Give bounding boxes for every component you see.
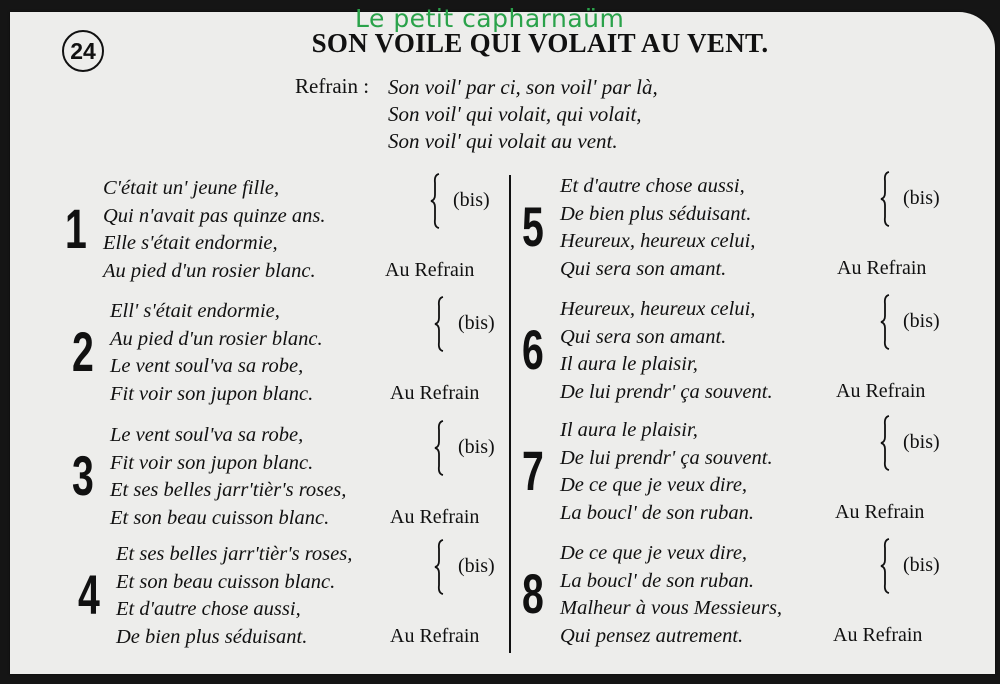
verse-number: 3 xyxy=(72,444,94,507)
verse-line: Et son beau cuisson blanc. xyxy=(110,506,330,529)
verse-number: 2 xyxy=(72,320,94,383)
brace-icon xyxy=(880,538,894,594)
bis-label: (bis) xyxy=(903,431,940,453)
verse-line: Ell' s'était endormie, xyxy=(110,300,280,322)
verse-line: Et d'autre chose aussi, xyxy=(116,598,301,620)
verse-line: Elle s'était endormie, xyxy=(103,232,278,254)
verse-line: Et d'autre chose aussi, xyxy=(560,175,745,197)
column-divider xyxy=(509,175,511,653)
verse-line: De lui prendr' ça souvent. xyxy=(560,380,773,403)
bis-label: (bis) xyxy=(458,312,495,334)
bis-label: (bis) xyxy=(903,310,940,332)
au-refrain-label: Au Refrain xyxy=(390,625,480,647)
brace-icon xyxy=(430,173,444,229)
au-refrain-label: Au Refrain xyxy=(836,380,926,402)
verse-lines xyxy=(116,541,416,651)
au-refrain-label: Au Refrain xyxy=(837,257,927,279)
bis-label: (bis) xyxy=(458,436,495,458)
watermark: Le petit capharnaüm xyxy=(355,4,625,33)
au-refrain-label: Au Refrain xyxy=(390,382,480,404)
verse-lines xyxy=(110,422,410,532)
verse-line: Il aura le plaisir, xyxy=(560,419,698,441)
refrain-line: Son voil' qui volait, qui volait, xyxy=(388,102,642,126)
verse-lines xyxy=(110,298,410,408)
brace-icon xyxy=(880,294,894,350)
verse-line: Il aura le plaisir, xyxy=(560,353,698,375)
verse-number: 7 xyxy=(522,439,544,502)
verse-lines xyxy=(560,540,860,650)
verse-line: Et son beau cuisson blanc. xyxy=(116,570,336,593)
verse-line: Heureux, heureux celui, xyxy=(560,298,756,320)
bis-label: (bis) xyxy=(458,555,495,577)
verse-line: Et ses belles jarr'tièr's roses, xyxy=(116,543,353,565)
refrain-label: Refrain : xyxy=(295,74,370,98)
refrain-line: Son voil' par ci, son voil' par là, xyxy=(388,75,658,99)
au-refrain-label: Au Refrain xyxy=(385,259,475,281)
verse-number: 8 xyxy=(522,562,544,625)
song-title: SON VOILE QUI VOLAIT AU VENT. xyxy=(311,28,769,58)
verse-line: Malheur à vous Messieurs, xyxy=(560,597,783,619)
verse-line: De ce que je veux dire, xyxy=(560,542,748,564)
verse-line: Au pied d'un rosier blanc. xyxy=(103,259,316,282)
bis-label: (bis) xyxy=(903,187,940,209)
verse-line: De bien plus séduisant. xyxy=(560,202,752,225)
verse-line: La boucl' de son ruban. xyxy=(560,501,755,524)
verse-line: Le vent soul'va sa robe, xyxy=(110,355,304,377)
refrain-lines xyxy=(388,74,808,155)
bis-label: (bis) xyxy=(453,189,490,211)
brace-icon xyxy=(434,420,448,476)
au-refrain-label: Au Refrain xyxy=(390,506,480,528)
verse-line: La boucl' de son ruban. xyxy=(560,569,755,592)
verse-line: Fit voir son jupon blanc. xyxy=(110,451,314,474)
brace-icon xyxy=(880,171,894,227)
verse-line: De ce que je veux dire, xyxy=(560,474,748,496)
verse-line: Qui sera son amant. xyxy=(560,325,727,348)
verse-line: De lui prendr' ça souvent. xyxy=(560,446,773,469)
brace-icon xyxy=(434,296,448,352)
song-number-badge: 24 xyxy=(62,30,104,72)
verse-line: Qui pensez autrement. xyxy=(560,624,744,647)
verse-line: Au pied d'un rosier blanc. xyxy=(110,327,323,350)
verse-lines xyxy=(560,296,860,406)
verse-number: 4 xyxy=(78,563,100,626)
verse-line: Qui sera son amant. xyxy=(560,257,727,280)
verse-line: Et ses belles jarr'tièr's roses, xyxy=(110,479,347,501)
verse-number: 1 xyxy=(65,197,87,260)
verse-line: Qui n'avait pas quinze ans. xyxy=(103,204,326,227)
refrain-line: Son voil' qui volait au vent. xyxy=(388,129,618,153)
verse-lines xyxy=(560,417,860,527)
bis-label: (bis) xyxy=(903,554,940,576)
verse-line: De bien plus séduisant. xyxy=(116,625,308,648)
verse-line: Fit voir son jupon blanc. xyxy=(110,382,314,405)
verse-lines xyxy=(560,173,860,283)
verse-number: 6 xyxy=(522,318,544,381)
song-card xyxy=(10,12,995,674)
verse-line: C'était un' jeune fille, xyxy=(103,177,280,199)
au-refrain-label: Au Refrain xyxy=(833,624,923,646)
verse-number: 5 xyxy=(522,195,544,258)
brace-icon xyxy=(880,415,894,471)
au-refrain-label: Au Refrain xyxy=(835,501,925,523)
brace-icon xyxy=(434,539,448,595)
verse-line: Heureux, heureux celui, xyxy=(560,230,756,252)
verse-line: Le vent soul'va sa robe, xyxy=(110,424,304,446)
verse-lines xyxy=(103,175,403,285)
